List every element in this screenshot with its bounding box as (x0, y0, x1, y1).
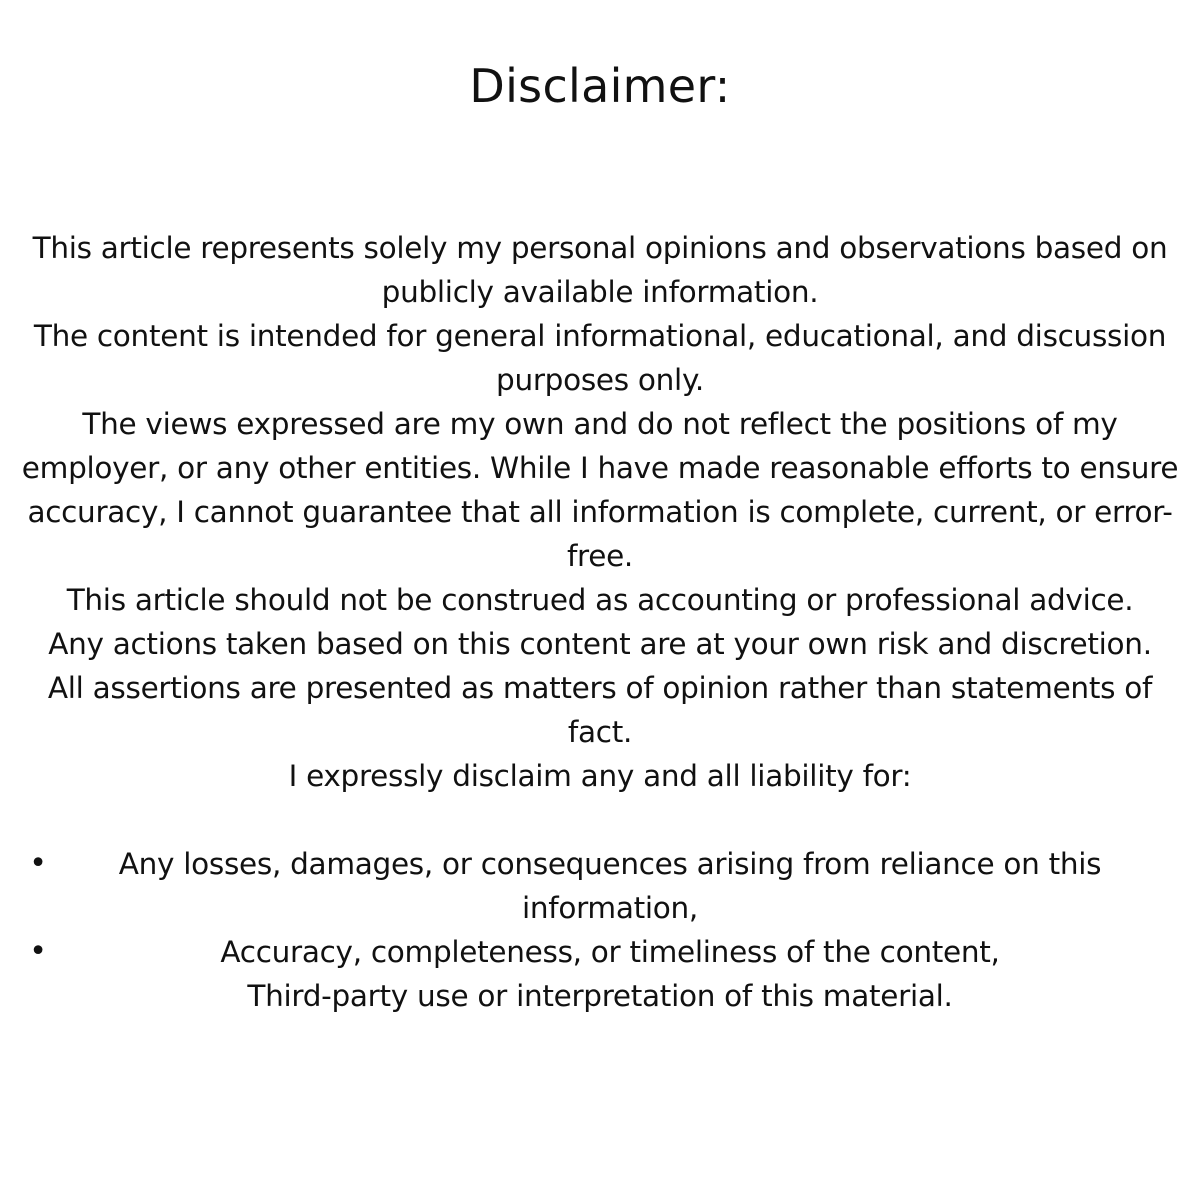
paragraph-risk: Any actions taken based on this content are at your own risk and discretion. (48, 627, 1152, 661)
list-item-text: Any losses, damages, or consequences arising from reliance on this information, (118, 847, 1102, 925)
spacer (12, 798, 1188, 842)
bullet-icon: • (29, 934, 47, 969)
paragraph-opinion-not-fact: All assertions are presented as matters of opinion rather than statements of fact. (47, 671, 1153, 749)
disclaimer-body (12, 226, 1188, 1018)
page-title: Disclaimer: (469, 59, 731, 113)
paragraph-not-advice: This article should not be construed as accounting or professional advice. (66, 583, 1134, 617)
closing-line: Third-party use or interpretation of this material. (247, 979, 953, 1013)
paragraph-views: The views expressed are my own and do not reflect the positions of my employer, or any other entities. While I have made reasonable efforts to ensure accuracy, I cannot guarantee that all information is complete, current, or error-free. (21, 407, 1179, 573)
paragraph-purpose: The content is intended for general informational, educational, and discussion purposes only. (33, 319, 1167, 397)
list-item-text: Accuracy, completeness, or timeliness of the content, (220, 935, 1000, 969)
paragraph-liability-intro: I expressly disclaim any and all liability for: (288, 759, 912, 793)
bullet-icon: • (29, 846, 47, 881)
list-item (12, 842, 1188, 930)
paragraph-opinions: This article represents solely my personal opinions and observations based on publicly available information. (32, 231, 1168, 309)
list-item (12, 930, 1188, 974)
